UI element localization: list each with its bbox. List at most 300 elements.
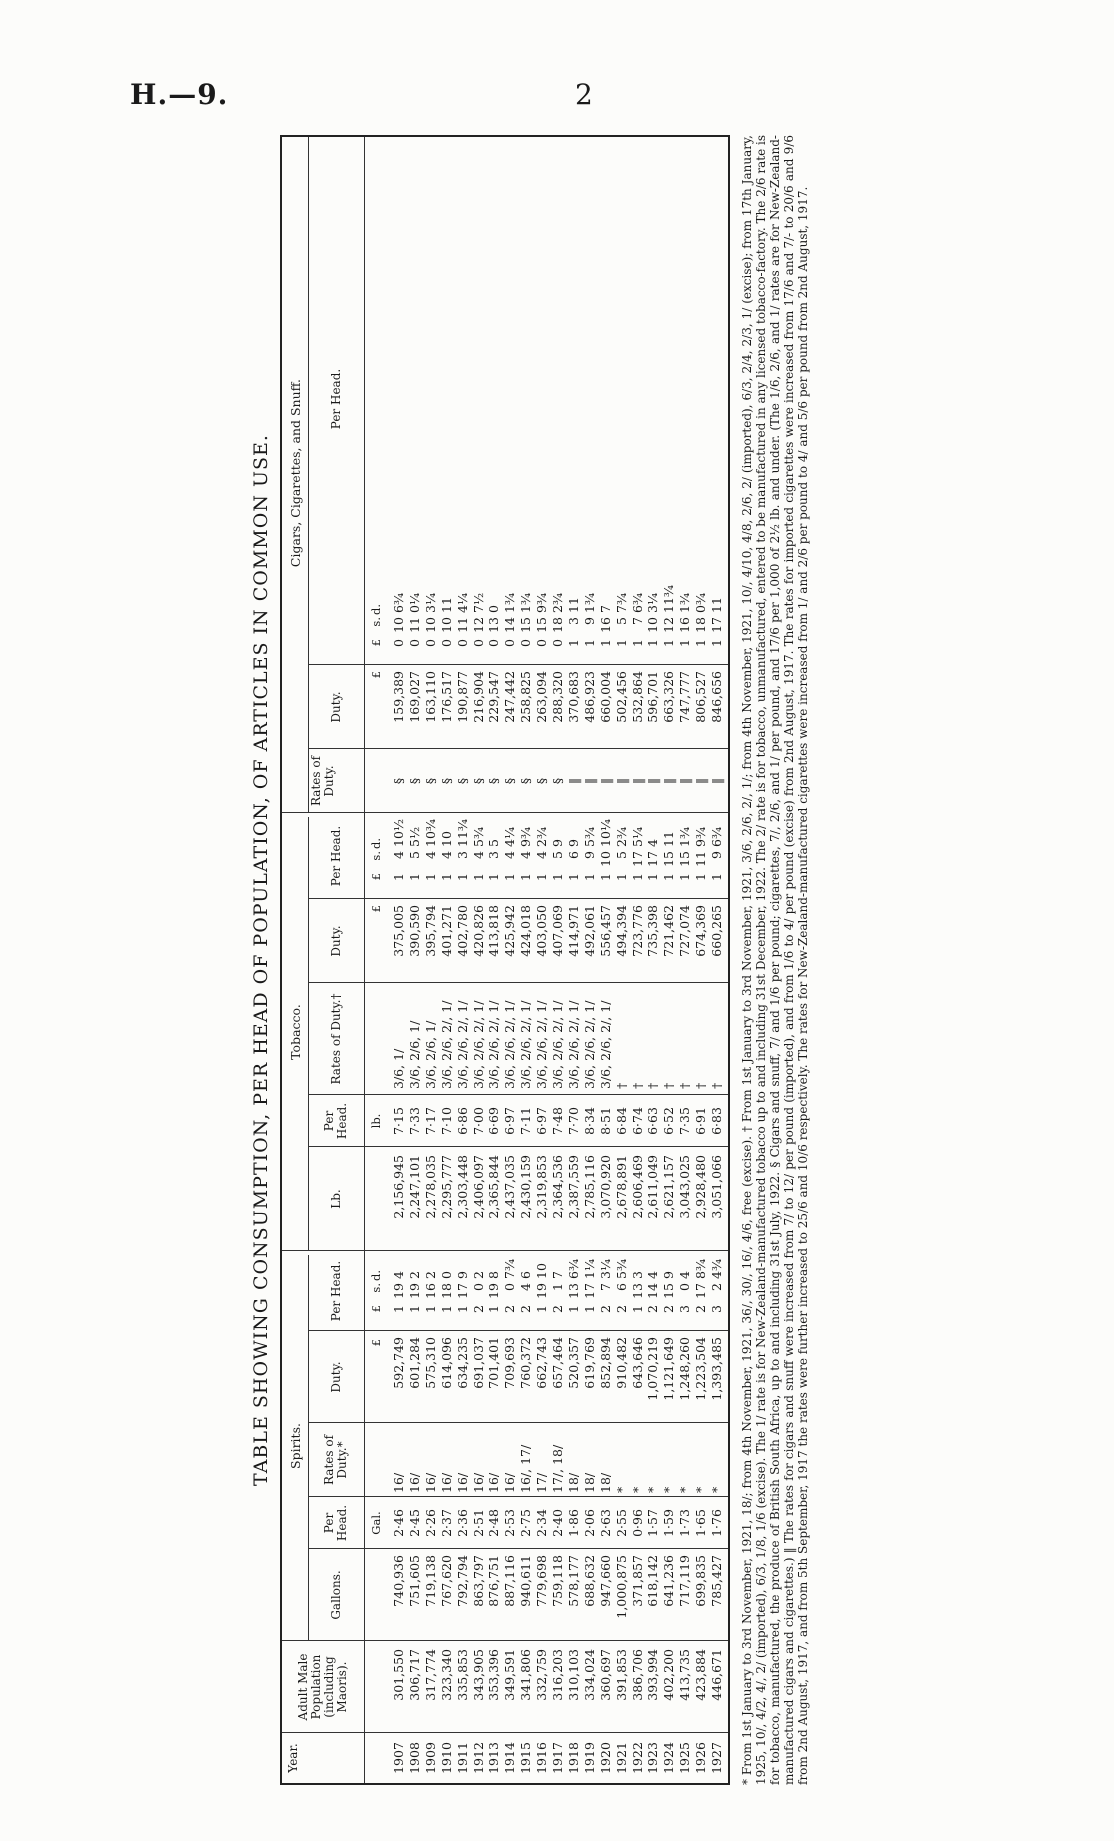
cell-tobacco-lb: 2,303,448 — [454, 1155, 470, 1219]
cell-cigars-rate: § — [438, 777, 454, 785]
cell-spirits-per-head-pence: 8 — [486, 1271, 502, 1279]
cell-cigars-per-head-shillings: 10 — [645, 617, 661, 633]
cell-population: 423,884 — [693, 1649, 709, 1701]
cell-tobacco-duty: 395,794 — [422, 905, 438, 957]
cell-spirits-per-head-pounds: 2 — [597, 1305, 613, 1313]
cell-tobacco-lb-per-head: 7·11 — [518, 1107, 534, 1135]
cell-cigars-per-head-shillings: 10 — [391, 617, 406, 633]
group-cigars: Cigars, Cigarettes, and Snuff. — [288, 378, 303, 568]
cell-spirits-rate: 16/ — [438, 1472, 454, 1493]
cell-cigars-duty: 263,094 — [534, 671, 550, 723]
cell-spirits-duty: 634,235 — [454, 1337, 470, 1389]
cell-spirits-duty: 709,693 — [502, 1337, 518, 1389]
cell-tobacco-per-head-pence: 10¼ — [597, 818, 613, 847]
cell-tobacco-lb-per-head: 6·74 — [629, 1107, 645, 1135]
cell-cigars-rate: ‖ — [629, 777, 645, 785]
cell-gallons: 876,751 — [486, 1555, 502, 1607]
cell-cigars-duty: 532,864 — [629, 671, 645, 723]
cell-tobacco-per-head-pounds: 1 — [406, 873, 422, 881]
cell-cigars-per-head-pence: 6¾ — [629, 592, 645, 613]
cell-gallons: 578,177 — [565, 1555, 581, 1607]
cell-gallons-per-head: 2·40 — [550, 1509, 565, 1537]
cell-cigars-duty: 258,825 — [518, 671, 534, 723]
cell-cigars-per-head-pence: 4¼ — [454, 592, 470, 613]
cell-spirits-per-head-pounds: 1 — [534, 1305, 550, 1313]
cell-tobacco-rate: † — [677, 1082, 693, 1089]
cell-tobacco-lb-per-head: 8·34 — [581, 1107, 597, 1135]
cell-cigars-per-head-pounds: 1 — [645, 639, 661, 647]
cell-spirits-per-head-pence: 3¼ — [597, 1258, 613, 1279]
cell-cigars-per-head-pounds: 0 — [518, 639, 534, 647]
cell-tobacco-lb-per-head: 7·70 — [565, 1107, 581, 1135]
unit-pound: £ — [369, 671, 383, 679]
cell-gallons-per-head: 1·76 — [709, 1509, 724, 1537]
cell-spirits-per-head-pence: 2 — [422, 1271, 438, 1279]
cell-cigars-rate: § — [391, 777, 406, 785]
cell-spirits-per-head-pence: 9 — [661, 1271, 677, 1279]
cell-tobacco-per-head-pence: 11¾ — [454, 818, 470, 847]
cell-cigars-duty: 247,442 — [502, 671, 518, 723]
cell-population: 334,024 — [581, 1649, 597, 1701]
cell-population: 316,203 — [550, 1649, 565, 1701]
cell-year: 1917 — [550, 1742, 565, 1774]
cell-population: 343,905 — [470, 1649, 486, 1701]
cell-cigars-per-head-shillings: 3 — [565, 617, 581, 625]
cell-spirits-per-head-shillings: 17 — [454, 1283, 470, 1299]
cell-population: 341,806 — [518, 1649, 534, 1701]
cell-population: 310,103 — [565, 1649, 581, 1701]
cell-spirits-per-head-pounds: 2 — [661, 1305, 677, 1313]
cell-tobacco-per-head-pounds: 1 — [534, 873, 550, 881]
cell-cigars-per-head-pence: 11 — [438, 597, 454, 613]
cell-tobacco-duty: 425,942 — [502, 905, 518, 957]
cell-gallons-per-head: 0·96 — [629, 1509, 645, 1537]
cell-tobacco-lb-per-head: 6·84 — [613, 1107, 629, 1135]
cell-cigars-rate: § — [470, 777, 486, 785]
cell-cigars-per-head-shillings: 10 — [438, 617, 454, 633]
cell-gallons-per-head: 2·48 — [486, 1509, 502, 1537]
cell-tobacco-lb: 2,621,157 — [661, 1155, 677, 1219]
cell-cigars-rate: § — [518, 777, 534, 785]
cell-spirits-rate: 16/ — [406, 1472, 422, 1493]
cell-tobacco-per-head-pounds: 1 — [629, 873, 645, 881]
cell-cigars-per-head-pence: 1¾ — [581, 592, 597, 613]
cell-spirits-per-head-shillings: 14 — [645, 1283, 661, 1299]
cell-tobacco-rate: 3/6, 1/ — [391, 1048, 406, 1089]
cell-year: 1909 — [422, 1742, 438, 1774]
cell-cigars-duty: 747,777 — [677, 671, 693, 723]
cell-tobacco-per-head-pounds: 1 — [565, 873, 581, 881]
cell-tobacco-lb: 2,364,536 — [550, 1155, 565, 1219]
cell-cigars-per-head-pence: 2¾ — [550, 592, 565, 613]
cell-year: 1911 — [454, 1742, 470, 1774]
cell-cigars-per-head-pence: 7½ — [470, 592, 486, 613]
cell-spirits-rate: * — [693, 1486, 709, 1493]
cell-tobacco-duty: 492,061 — [581, 905, 597, 957]
cell-cigars-per-head-pence: 3¼ — [422, 592, 438, 613]
cell-spirits-per-head-pounds: 1 — [565, 1305, 581, 1313]
group-tobacco: Tobacco. — [288, 1004, 303, 1060]
cell-cigars-rate: § — [534, 777, 550, 785]
cell-tobacco-rate: † — [613, 1082, 629, 1089]
cell-spirits-rate: 18/ — [565, 1472, 581, 1493]
cell-cigars-per-head-pounds: 1 — [661, 639, 677, 647]
cell-tobacco-per-head-pounds: 1 — [391, 873, 406, 881]
cell-tobacco-rate: † — [629, 1082, 645, 1089]
column-header-tb-duty: Duty. — [328, 925, 343, 957]
column-rule — [308, 664, 728, 665]
cell-year: 1913 — [486, 1742, 502, 1774]
column-rule — [308, 898, 728, 899]
cell-tobacco-lb: 2,278,035 — [422, 1155, 438, 1219]
cell-spirits-per-head-shillings: 19 — [406, 1283, 422, 1299]
column-header-tb-rate: Rates of Duty.† — [328, 993, 343, 1085]
cell-cigars-rate: ‖ — [693, 777, 709, 785]
cell-spirits-duty: 643,646 — [629, 1337, 645, 1389]
cell-tobacco-per-head-shillings: 5 — [613, 851, 629, 859]
column-header-cg-rate: Rates of Duty. — [309, 755, 336, 807]
cell-gallons-per-head: 2·53 — [502, 1509, 518, 1537]
cell-cigars-rate: ‖ — [645, 777, 661, 785]
cell-cigars-rate: ‖ — [709, 777, 724, 785]
cell-gallons-per-head: 2·63 — [597, 1509, 613, 1537]
cell-cigars-per-head-shillings: 17 — [709, 617, 724, 633]
cell-spirits-per-head-pence: 2 — [406, 1271, 422, 1279]
cell-tobacco-lb-per-head: 7·17 — [422, 1107, 438, 1135]
table-title: TABLE SHOWING CONSUMPTION, PER HEAD OF POPULATION, OF ARTICLES IN COMMON USE. — [250, 434, 272, 1486]
cell-tobacco-per-head-pounds: 1 — [693, 873, 709, 881]
cell-cigars-duty: 806,527 — [693, 671, 709, 723]
cell-spirits-per-head-pence: 4 — [391, 1271, 406, 1279]
cell-spirits-rate: 16/ — [422, 1472, 438, 1493]
cell-tobacco-per-head-shillings: 4 — [438, 851, 454, 859]
cell-tobacco-rate: 3/6, 2/6, 2/, 1/ — [565, 1000, 581, 1089]
cell-gallons: 751,605 — [406, 1555, 422, 1607]
cell-population: 301,550 — [391, 1649, 406, 1701]
cell-spirits-per-head-pence: 0 — [438, 1271, 454, 1279]
cell-spirits-per-head-pounds: 2 — [645, 1305, 661, 1313]
cell-spirits-duty: 520,357 — [565, 1337, 581, 1389]
cell-tobacco-lb: 3,070,920 — [597, 1155, 613, 1219]
cell-spirits-per-head-shillings: 16 — [422, 1283, 438, 1299]
cell-spirits-per-head-pounds: 1 — [406, 1305, 422, 1313]
cell-cigars-duty: 660,004 — [597, 671, 613, 723]
cell-tobacco-rate: 3/6, 2/6, 2/, 1/ — [454, 1000, 470, 1089]
cell-tobacco-lb: 2,678,891 — [613, 1155, 629, 1219]
cell-year: 1927 — [709, 1742, 724, 1774]
cell-tobacco-per-head-pence: 9 — [565, 839, 581, 847]
cell-spirits-per-head-pence: 5¾ — [613, 1258, 629, 1279]
cell-tobacco-per-head-pence: 5¼ — [629, 826, 645, 847]
cell-spirits-per-head-pence: 4 — [677, 1271, 693, 1279]
group-spirits: Spirits. — [288, 1423, 303, 1469]
cell-cigars-per-head-pounds: 1 — [565, 639, 581, 647]
column-header-lb: Lb. — [328, 1189, 343, 1209]
cell-gallons: 779,698 — [534, 1555, 550, 1607]
cell-spirits-per-head-pounds: 1 — [391, 1305, 406, 1313]
cell-spirits-per-head-shillings: 6 — [613, 1283, 629, 1291]
unit-pounds-lsd: £ — [369, 1305, 383, 1313]
cell-tobacco-duty: 721,462 — [661, 905, 677, 957]
cell-year: 1910 — [438, 1742, 454, 1774]
cell-tobacco-lb: 2,295,777 — [438, 1155, 454, 1219]
cell-spirits-rate: 16/ — [470, 1472, 486, 1493]
unit-shillings: s. — [369, 617, 383, 627]
cell-spirits-rate: 18/ — [581, 1472, 597, 1493]
cell-year: 1912 — [470, 1742, 486, 1774]
cell-year: 1921 — [613, 1742, 629, 1774]
cell-spirits-rate: * — [613, 1486, 629, 1493]
cell-gallons-per-head: 2·55 — [613, 1509, 629, 1537]
cell-tobacco-lb-per-head: 8·51 — [597, 1107, 613, 1135]
cell-cigars-per-head-shillings: 9 — [581, 617, 597, 625]
cell-cigars-rate: § — [406, 777, 422, 785]
cell-tobacco-lb: 2,437,035 — [502, 1155, 518, 1219]
cell-spirits-rate: * — [629, 1486, 645, 1493]
cell-cigars-rate: ‖ — [565, 777, 581, 785]
cell-tobacco-lb: 2,928,480 — [693, 1155, 709, 1219]
cell-population: 402,200 — [661, 1649, 677, 1701]
cell-spirits-duty: 760,372 — [518, 1337, 534, 1389]
unit-pounds-lsd: £ — [369, 873, 383, 881]
cell-tobacco-lb: 3,043,025 — [677, 1155, 693, 1219]
cell-tobacco-duty: 413,818 — [486, 905, 502, 957]
cell-tobacco-lb: 2,365,844 — [486, 1155, 502, 1219]
cell-gallons: 740,936 — [391, 1555, 406, 1607]
cell-cigars-per-head-pence: 0 — [486, 605, 502, 613]
cell-spirits-per-head-shillings: 17 — [581, 1283, 597, 1299]
cell-cigars-rate: § — [454, 777, 470, 785]
cell-spirits-per-head-pounds: 1 — [454, 1305, 470, 1313]
cell-tobacco-rate: 3/6, 2/6, 2/, 1/ — [502, 1000, 518, 1089]
cell-population: 393,994 — [645, 1649, 661, 1701]
cell-year: 1922 — [629, 1742, 645, 1774]
cell-tobacco-duty: 727,074 — [677, 905, 693, 957]
cell-spirits-per-head-shillings: 1 — [550, 1283, 565, 1291]
cell-gallons: 641,236 — [661, 1555, 677, 1607]
cell-tobacco-per-head-shillings: 10 — [597, 851, 613, 867]
cell-cigars-duty: 159,389 — [391, 671, 406, 723]
cell-population: 317,774 — [422, 1649, 438, 1701]
cell-tobacco-lb-per-head: 6·91 — [693, 1107, 709, 1135]
cell-population: 332,759 — [534, 1649, 550, 1701]
cell-tobacco-rate: † — [645, 1082, 661, 1089]
cell-tobacco-duty: 414,971 — [565, 905, 581, 957]
consumption-table — [280, 135, 730, 1785]
cell-cigars-rate: ‖ — [581, 777, 597, 785]
cell-tobacco-per-head-pence: 9¾ — [693, 826, 709, 847]
cell-spirits-per-head-shillings: 7 — [597, 1283, 613, 1291]
cell-spirits-duty: 1,121,649 — [661, 1337, 677, 1401]
cell-spirits-duty: 601,284 — [406, 1337, 422, 1389]
cell-cigars-per-head-shillings: 10 — [422, 617, 438, 633]
cell-cigars-per-head-shillings: 5 — [613, 617, 629, 625]
cell-cigars-rate: ‖ — [677, 777, 693, 785]
cell-cigars-per-head-shillings: 16 — [597, 617, 613, 633]
cell-tobacco-duty: 402,780 — [454, 905, 470, 957]
cell-cigars-duty: 486,923 — [581, 671, 597, 723]
cell-tobacco-lb: 2,387,559 — [565, 1155, 581, 1219]
cell-tobacco-lb: 2,406,097 — [470, 1155, 486, 1219]
cell-cigars-per-head-pence: 11¾ — [661, 584, 677, 613]
cell-tobacco-per-head-pence: 4 — [645, 839, 661, 847]
cell-tobacco-per-head-shillings: 11 — [693, 851, 709, 867]
cell-tobacco-rate: 3/6, 2/6, 2/, 1/ — [486, 1000, 502, 1089]
cell-cigars-duty: 288,320 — [550, 671, 565, 723]
cell-gallons-per-head: 2·34 — [534, 1509, 550, 1537]
cell-cigars-per-head-pounds: 0 — [391, 639, 406, 647]
column-header-tb-lsd: Per Head. — [328, 825, 343, 887]
cell-spirits-per-head-shillings: 19 — [486, 1283, 502, 1299]
cell-cigars-per-head-pence: 0¾ — [693, 592, 709, 613]
cell-spirits-duty: 614,096 — [438, 1337, 454, 1389]
cell-gallons-per-head: 2·06 — [581, 1509, 597, 1537]
cell-tobacco-per-head-pence: 11 — [661, 831, 677, 847]
cell-tobacco-per-head-shillings: 6 — [565, 851, 581, 859]
cell-tobacco-per-head-pence: 9¾ — [518, 826, 534, 847]
cell-year: 1915 — [518, 1742, 534, 1774]
cell-spirits-per-head-shillings: 17 — [693, 1283, 709, 1299]
cell-tobacco-lb: 2,606,469 — [629, 1155, 645, 1219]
cell-spirits-per-head-pounds: 2 — [470, 1305, 486, 1313]
cell-tobacco-per-head-pounds: 1 — [597, 873, 613, 881]
cell-spirits-rate: * — [661, 1486, 677, 1493]
cell-cigars-duty: 502,456 — [613, 671, 629, 723]
cell-population: 360,697 — [597, 1649, 613, 1701]
cell-tobacco-rate: 3/6, 2/6, 2/, 1/ — [581, 1000, 597, 1089]
page-header — [130, 78, 593, 118]
cell-spirits-per-head-pounds: 1 — [629, 1305, 645, 1313]
cell-tobacco-rate: 3/6, 2/6, 2/, 1/ — [550, 1000, 565, 1089]
cell-tobacco-per-head-pounds: 1 — [677, 873, 693, 881]
cell-cigars-duty: 169,027 — [406, 671, 422, 723]
cell-tobacco-per-head-pounds: 1 — [486, 873, 502, 881]
cell-spirits-duty: 701,401 — [486, 1337, 502, 1389]
cell-cigars-per-head-pounds: 0 — [438, 639, 454, 647]
cell-spirits-per-head-pounds: 1 — [581, 1305, 597, 1313]
cell-tobacco-lb: 2,156,945 — [391, 1155, 406, 1219]
cell-tobacco-duty: 401,271 — [438, 905, 454, 957]
cell-spirits-rate: 16/ — [502, 1472, 518, 1493]
cell-cigars-per-head-pence: 1¾ — [677, 592, 693, 613]
cell-gallons: 371,857 — [629, 1555, 645, 1607]
cell-gallons: 785,427 — [709, 1555, 724, 1607]
page-number: 2 — [575, 78, 593, 111]
cell-spirits-per-head-pounds: 1 — [422, 1305, 438, 1313]
cell-gallons: 767,620 — [438, 1555, 454, 1607]
cell-spirits-per-head-pounds: 2 — [502, 1305, 518, 1313]
cell-tobacco-lb-per-head: 6·97 — [534, 1107, 550, 1135]
cell-gallons: 1,000,875 — [613, 1555, 629, 1619]
cell-spirits-per-head-shillings: 0 — [502, 1283, 518, 1291]
unit-pence: d. — [369, 1269, 383, 1281]
cell-spirits-per-head-shillings: 18 — [438, 1283, 454, 1299]
cell-spirits-duty: 657,464 — [550, 1337, 565, 1389]
cell-tobacco-per-head-shillings: 4 — [391, 851, 406, 859]
cell-spirits-rate: 17/, 18/ — [550, 1444, 565, 1493]
cell-gallons-per-head: 2·36 — [454, 1509, 470, 1537]
cell-cigars-duty: 229,547 — [486, 671, 502, 723]
cell-population: 446,671 — [709, 1649, 724, 1701]
cell-cigars-per-head-shillings: 11 — [406, 617, 422, 633]
cell-cigars-per-head-shillings: 16 — [677, 617, 693, 633]
cell-tobacco-per-head-shillings: 17 — [645, 851, 661, 867]
column-rule — [308, 1330, 728, 1331]
cell-cigars-per-head-pounds: 0 — [486, 639, 502, 647]
cell-cigars-rate: § — [550, 777, 565, 785]
cell-population: 386,706 — [629, 1649, 645, 1701]
cell-population: 349,591 — [502, 1649, 518, 1701]
column-header-lb-ph: Per Head. — [322, 1102, 349, 1140]
unit-pence: d. — [369, 837, 383, 849]
cell-spirits-rate: * — [709, 1486, 724, 1493]
cell-cigars-duty: 190,877 — [454, 671, 470, 723]
cell-cigars-per-head-pence: 3¼ — [645, 592, 661, 613]
cell-tobacco-per-head-pounds: 1 — [613, 873, 629, 881]
cell-spirits-per-head-pence: 4¾ — [709, 1258, 724, 1279]
cell-spirits-per-head-pence: 8¾ — [693, 1258, 709, 1279]
cell-tobacco-lb-per-head: 6·86 — [454, 1107, 470, 1135]
cell-tobacco-per-head-shillings: 15 — [661, 851, 677, 867]
cell-cigars-per-head-pounds: 1 — [613, 639, 629, 647]
cell-spirits-rate: 18/ — [597, 1472, 613, 1493]
cell-cigars-per-head-shillings: 11 — [454, 617, 470, 633]
cell-year: 1924 — [661, 1742, 677, 1774]
cell-tobacco-lb-per-head: 7·48 — [550, 1107, 565, 1135]
cell-tobacco-duty: 390,590 — [406, 905, 422, 957]
cell-cigars-per-head-pounds: 1 — [581, 639, 597, 647]
cell-tobacco-per-head-pounds: 1 — [454, 873, 470, 881]
cell-tobacco-per-head-pence: 10½ — [391, 818, 406, 847]
cell-cigars-per-head-pence: 1¾ — [502, 592, 518, 613]
cell-tobacco-per-head-shillings: 9 — [581, 851, 597, 859]
cell-spirits-per-head-pounds: 1 — [438, 1305, 454, 1313]
footnote-text: * From 1st January to 3rd November, 1921, 18/; from 4th November, 1921, 36/, 30/, 16/, 4/6, free (excise). † From 1st January to 3rd November, 1921, 3/6, 2/6, 2/, 1/; from 4th November, 1921, 10/, 4/10, 4/8, 2/6, 2/ (imported), 6/3, 2/4, 2/3, 1/ (excise); from 17th January, 1925, 10/, 4/2, 4/, 2/ (imported), 6/3, 1/8, 1/6 (excise). The 1/ rate is for New-Zealand-manufactured tobacco up to and including 31st December, 1922. The 2/ rate is for tobacco, unmanufactured, entered to be manufactured in any licensed tobacco-factory. The 2/6 rate is for tobacco, manufactured, the produce of British South Africa, up to and including 31st July, 1922. § Cigars and snuff, 7/ and 1/6 per pound; cigarettes, 7/, 2/6, and 1/ per pound, and 17/6 per 1,000 of 2½ lb. and under. (The 1/6, 2/6, and 1/ rates are for New-Zealand-manufactured cigars and cigarettes.) ‖ The rates for cigars and snuff were increased from 7/ to 12/ per pound (imported), and from 1/6 to 4/ per pound (excise) from 2nd August, 1917. The rates for imported cigarettes were increased from 17/6 and 7/- to 20/6 and 9/6 from 2nd August, 1917, and from 5th September, 1917 the rates were further increased to 25/6 and 10/6 respectively. The rates for New-Zealand-manufactured cigarettes were increased from 1/ and 2/6 per pound to 4/ and 5/6 per pound from 2nd August, 1917. — [740, 135, 810, 1785]
cell-tobacco-per-head-pounds: 1 — [438, 873, 454, 881]
cell-tobacco-rate: 3/6, 2/6, 2/, 1/ — [438, 1000, 454, 1089]
cell-gallons-per-head: 2·45 — [406, 1509, 422, 1537]
cell-cigars-duty: 596,701 — [645, 671, 661, 723]
cell-tobacco-per-head-shillings: 4 — [422, 851, 438, 859]
cell-spirits-per-head-pence: 10 — [534, 1263, 550, 1279]
cell-spirits-per-head-pounds: 1 — [486, 1305, 502, 1313]
column-header-gallons: Gallons. — [328, 1570, 343, 1620]
column-header-cg-duty: Duty. — [328, 691, 343, 723]
cell-cigars-per-head-shillings: 13 — [486, 617, 502, 633]
cell-spirits-per-head-shillings: 19 — [391, 1283, 406, 1299]
cell-cigars-per-head-shillings: 15 — [518, 617, 534, 633]
cell-tobacco-per-head-pounds: 1 — [518, 873, 534, 881]
cell-year: 1916 — [534, 1742, 550, 1774]
cell-year: 1914 — [502, 1742, 518, 1774]
cell-tobacco-per-head-pence: 5¾ — [581, 826, 597, 847]
cell-cigars-per-head-shillings: 18 — [693, 617, 709, 633]
cell-year: 1923 — [645, 1742, 661, 1774]
cell-tobacco-per-head-shillings: 4 — [518, 851, 534, 859]
cell-tobacco-duty: 420,826 — [470, 905, 486, 957]
cell-tobacco-lb: 2,785,116 — [581, 1155, 597, 1219]
cell-tobacco-per-head-shillings: 5 — [550, 851, 565, 859]
cell-gallons-per-head: 1·65 — [693, 1509, 709, 1537]
cell-year: 1918 — [565, 1742, 581, 1774]
cell-spirits-duty: 852,894 — [597, 1337, 613, 1389]
cell-tobacco-per-head-pounds: 1 — [645, 873, 661, 881]
cell-tobacco-per-head-pounds: 1 — [422, 873, 438, 881]
cell-tobacco-lb-per-head: 7·15 — [391, 1107, 406, 1135]
cell-tobacco-lb: 3,051,066 — [709, 1155, 724, 1219]
cell-tobacco-per-head-shillings: 5 — [406, 851, 422, 859]
cell-population: 391,853 — [613, 1649, 629, 1701]
